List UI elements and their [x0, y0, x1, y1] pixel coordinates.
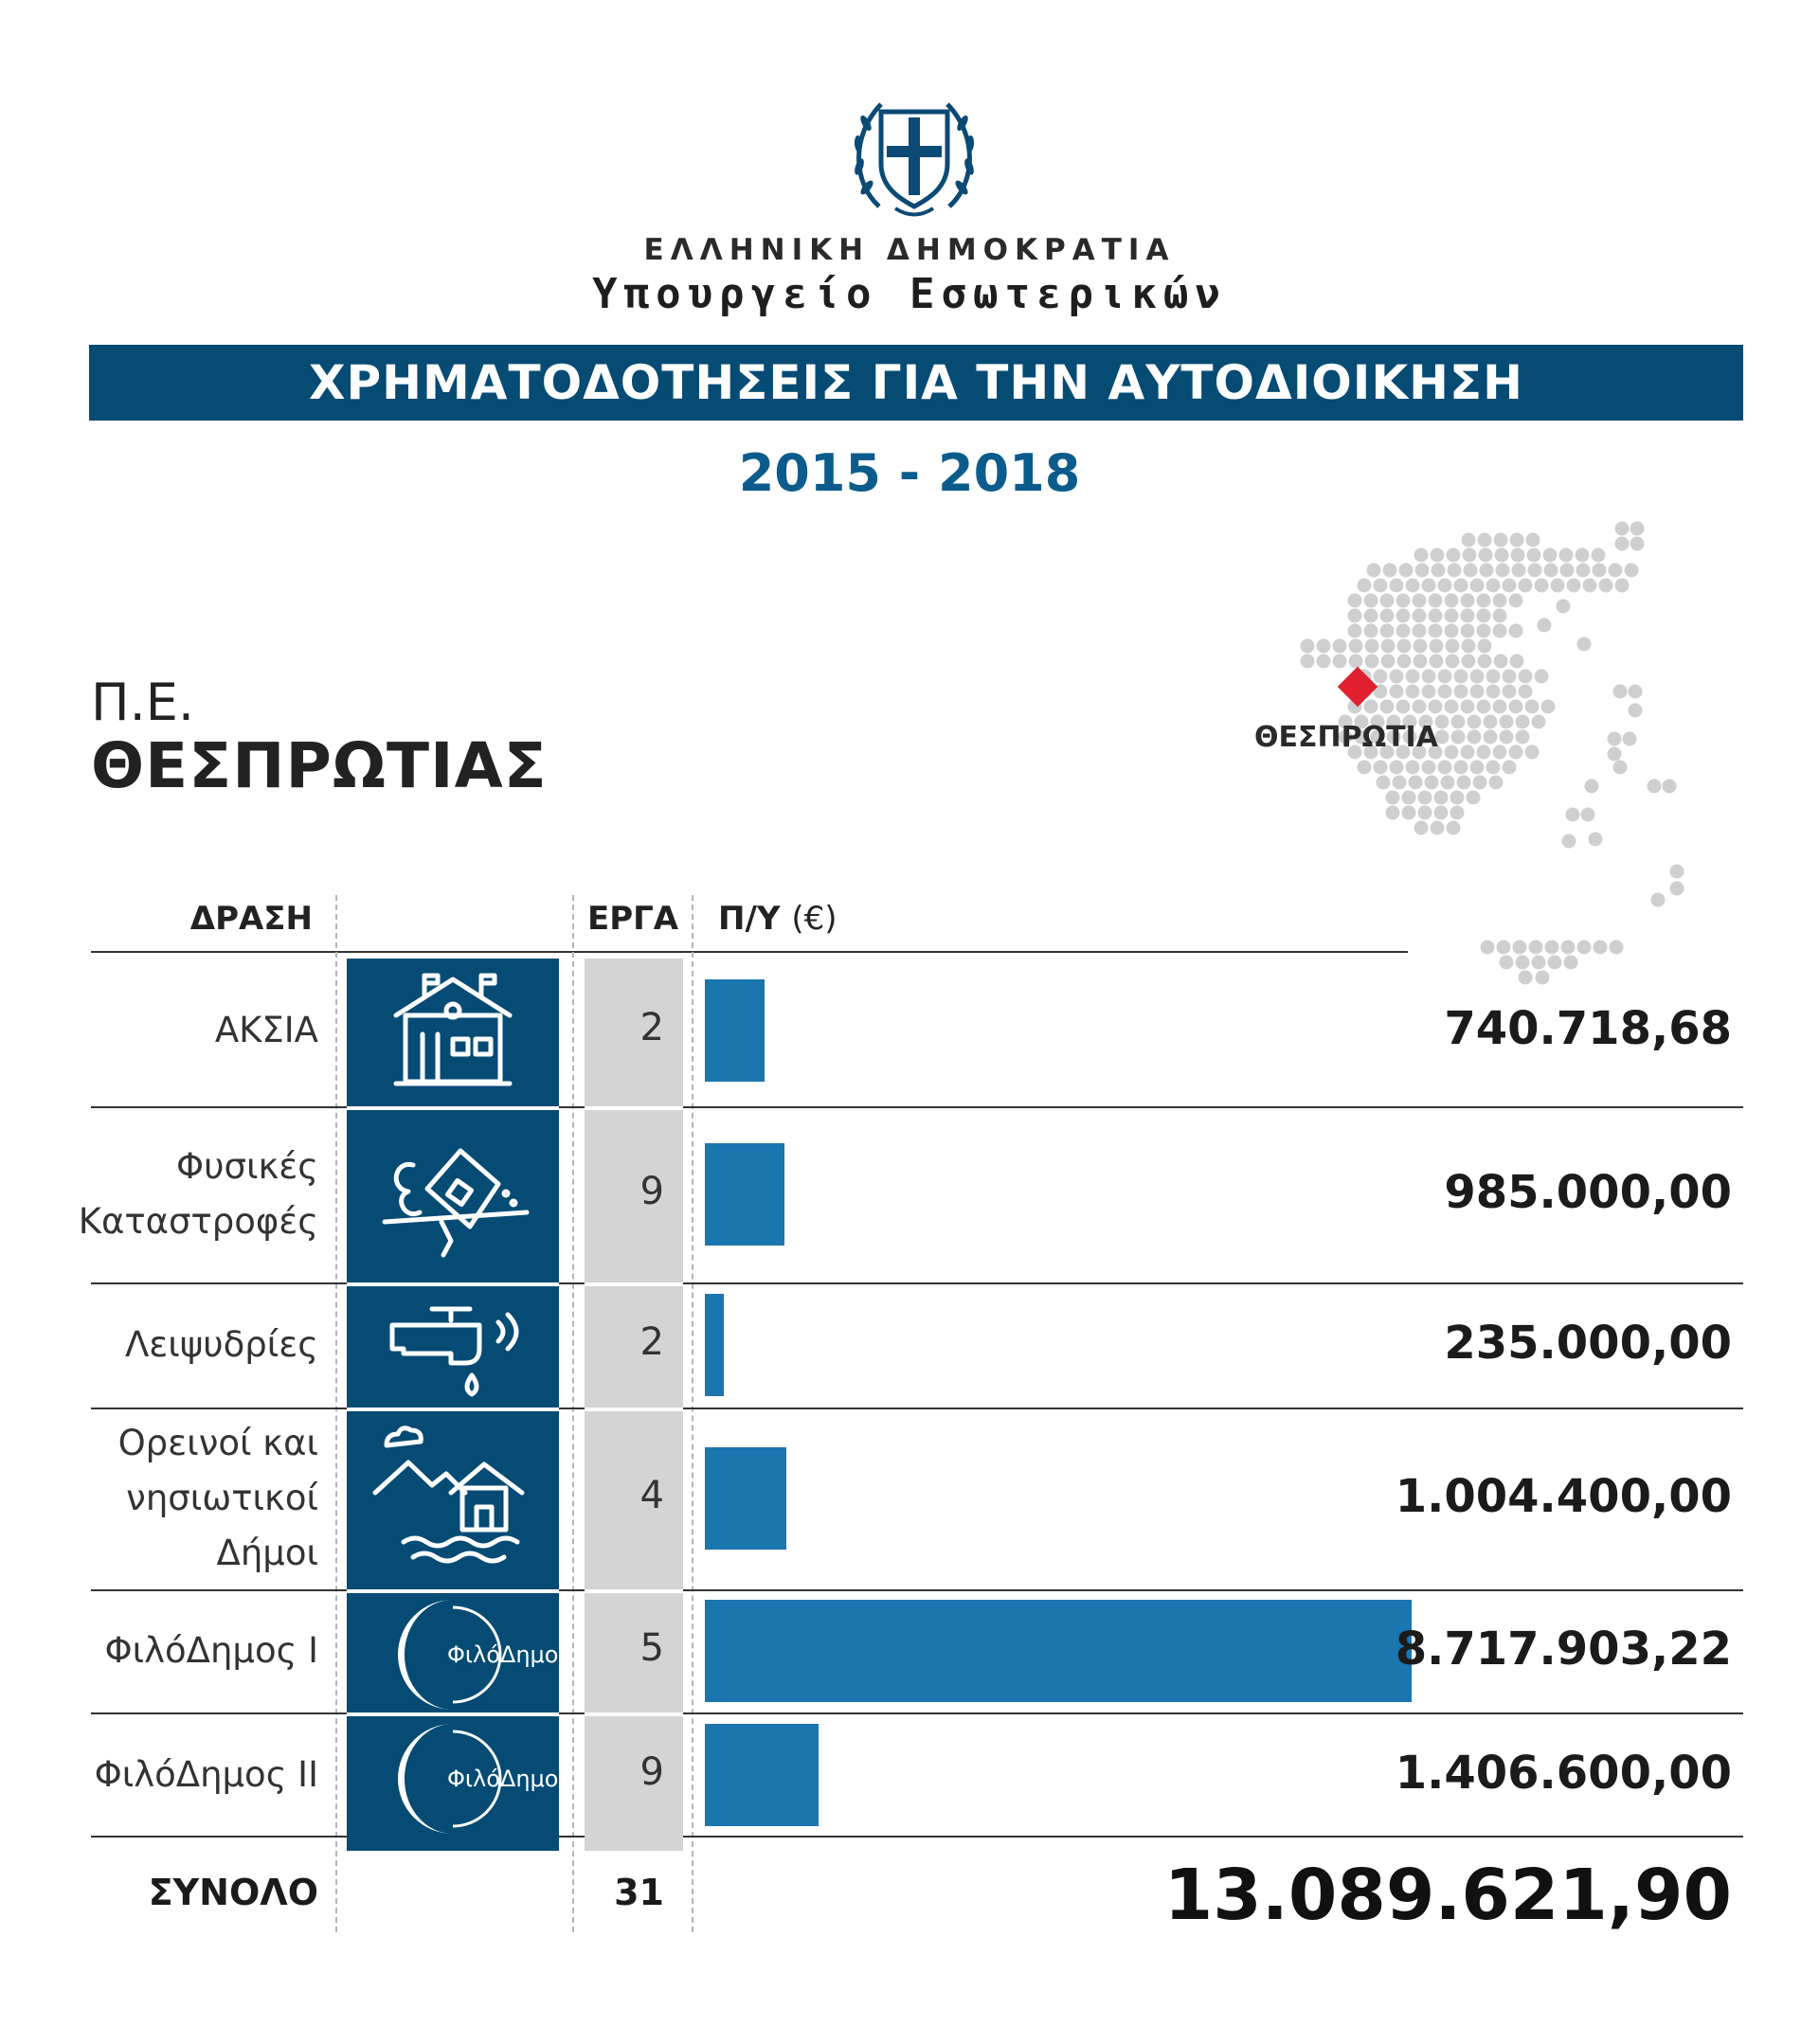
icon-cell	[347, 1282, 559, 1407]
category-label-line: Φυσικές	[175, 1146, 318, 1187]
category-label-line: ΦιλόΔημος ΙΙ	[94, 1754, 318, 1795]
category-label-line: νησιωτικοί	[126, 1478, 318, 1518]
row-divider	[91, 1282, 1743, 1284]
budget-value: 740.718,68	[1444, 1002, 1732, 1055]
icon-cell	[347, 1712, 572, 1851]
budget-value: 985.000,00	[1444, 1166, 1732, 1219]
greece-dot-map	[1232, 511, 1762, 985]
filodimos-logo-icon	[347, 1716, 572, 1841]
budget-bar	[705, 1447, 786, 1550]
budget-bar	[705, 979, 765, 1082]
column-separator	[572, 895, 574, 1932]
row-divider	[91, 1712, 1743, 1714]
header-budget-unit: (€)	[791, 900, 837, 938]
category-label	[72, 1139, 318, 1249]
region-name: ΘΕΣΠΡΩΤΙΑΣ	[91, 729, 548, 802]
header-divider	[91, 951, 1408, 953]
projects-count: 9	[639, 1750, 664, 1794]
water-tap-icon	[347, 1286, 559, 1411]
budget-value: 235.000,00	[1444, 1317, 1732, 1370]
budget-bar	[705, 1143, 784, 1246]
projects-count: 5	[639, 1626, 664, 1670]
budget-value: 1.406.600,00	[1395, 1747, 1732, 1800]
header-projects: ΕΡΓΑ	[587, 900, 679, 938]
mountain-island-icon	[347, 1411, 559, 1593]
republic-title: ΕΛΛΗΝΙΚΗ ΔΗΜΟΚΡΑΤΙΑ	[643, 233, 1176, 267]
budget-value: 8.717.903,22	[1395, 1623, 1732, 1676]
row-divider	[91, 1407, 1743, 1409]
category-label	[72, 1003, 318, 1058]
map-region-label: ΘΕΣΠΡΩΤΙΑ	[1254, 721, 1438, 754]
filodimos-logo-icon	[347, 1593, 572, 1716]
column-separator	[692, 895, 693, 1932]
category-label-line: ΦιλόΔημος Ι	[104, 1630, 318, 1671]
title-banner: ΧΡΗΜΑΤΟΔΟΤΗΣΕΙΣ ΓΙΑ ΤΗΝ ΑΥΤΟΔΙΟΙΚΗΣΗ	[89, 345, 1743, 421]
ministry-title: Υπουργείο Εσωτερικών	[592, 270, 1227, 318]
budget-bar	[705, 1294, 724, 1396]
budget-value: 1.004.400,00	[1395, 1470, 1732, 1523]
icon-cell	[347, 955, 559, 1106]
category-label-line: Ορεινοί και	[117, 1423, 318, 1463]
category-label	[72, 1623, 318, 1678]
filodimos-logo-text: ΦιλόΔημος	[447, 1641, 572, 1668]
icon-cell	[347, 1106, 559, 1282]
budget-bar	[705, 1724, 819, 1826]
years-subtitle: 2015 - 2018	[738, 443, 1081, 503]
category-label	[72, 1318, 318, 1372]
projects-count: 2	[639, 1320, 664, 1364]
header-action: ΔΡΑΣΗ	[189, 900, 313, 938]
town-hall-icon	[347, 959, 559, 1110]
region-prefix: Π.Ε.	[91, 672, 195, 732]
icon-cell	[347, 1407, 559, 1589]
total-projects: 31	[614, 1872, 664, 1913]
total-budget: 13.089.621,90	[1163, 1855, 1732, 1936]
projects-count: 4	[639, 1474, 664, 1517]
header-budget	[718, 900, 837, 938]
header-budget-label: Π/Υ	[718, 900, 781, 938]
projects-count: 9	[639, 1170, 664, 1213]
category-label-line: Καταστροφές	[78, 1201, 318, 1242]
row-divider	[91, 1589, 1743, 1591]
category-label-line: Λειψυδρίες	[124, 1324, 318, 1365]
natural-disaster-icon	[347, 1110, 559, 1286]
row-divider	[91, 1106, 1743, 1108]
row-divider	[91, 1836, 1743, 1838]
filodimos-logo-text: ΦιλόΔημος	[447, 1766, 572, 1792]
category-label	[72, 1416, 318, 1581]
category-label-line: ΑΚΣΙΑ	[214, 1010, 318, 1050]
projects-count: 2	[639, 1006, 664, 1049]
total-label: ΣΥΝΟΛΟ	[148, 1872, 318, 1913]
category-label-line: Δήμοι	[216, 1533, 318, 1573]
category-label	[72, 1748, 318, 1802]
budget-bar	[705, 1600, 1412, 1702]
icon-cell	[347, 1589, 572, 1712]
greek-emblem-icon	[843, 83, 985, 225]
column-separator	[335, 895, 337, 1932]
